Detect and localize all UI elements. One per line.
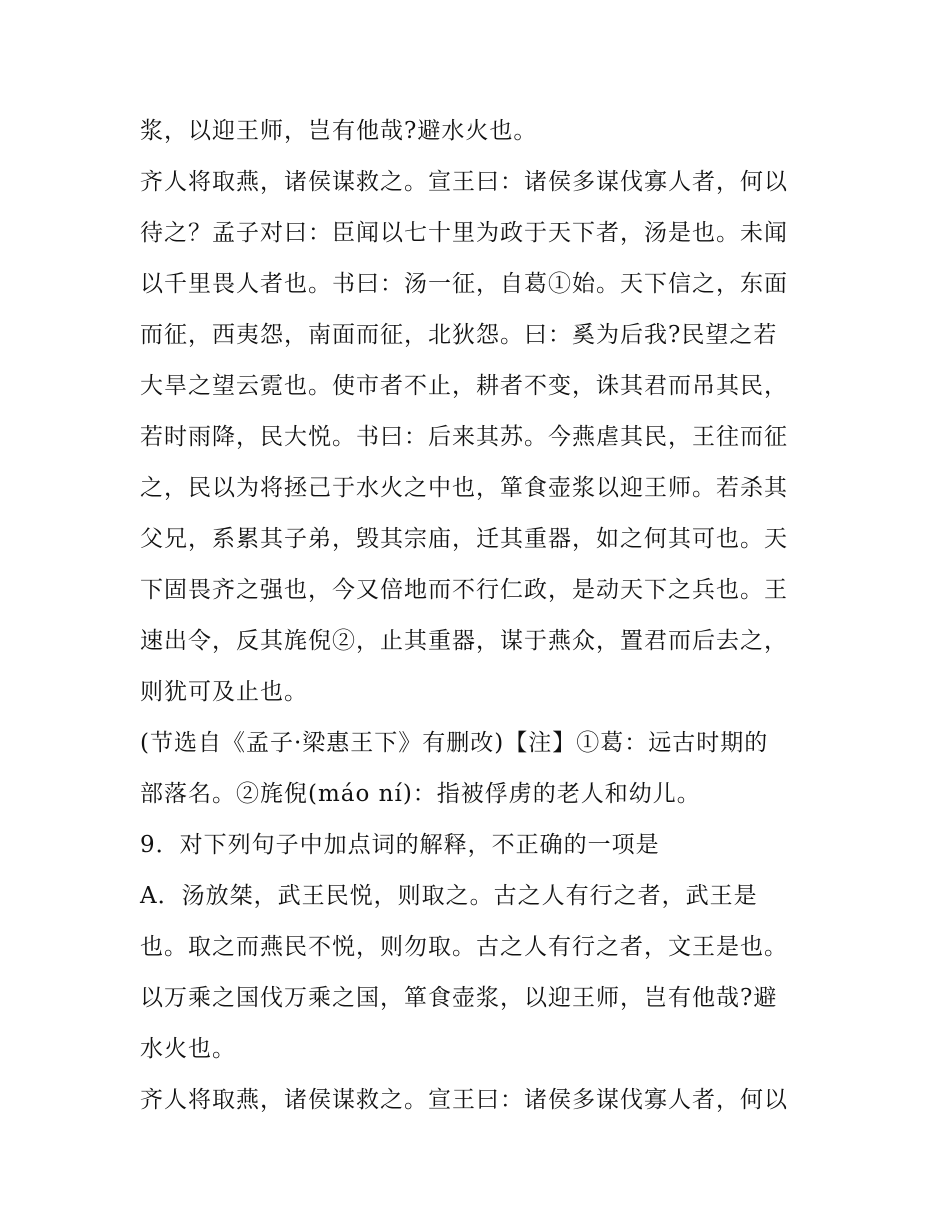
text-line: 以万乘之国伐万乘之国，箪食壶浆，以迎王师，岂有他哉?避 [140,985,778,1011]
text-line: 若时雨降，民大悦。书曰：后来其苏。今燕虐其民，王往而征 [140,424,788,450]
text-line: 父兄，系累其子弟，毁其宗庙，迁其重器，如之何其可也。天 [140,526,788,552]
option-a: A．汤放桀，武王民悦，则取之。古之人有行之者，武王是 [140,883,758,909]
source-note: (节选自《孟子·梁惠王下》有删改)【注】①葛：远古时期的 [140,730,769,756]
text-line: 则犹可及止也。 [140,679,308,705]
text-line: 水火也。 [140,1036,236,1062]
text-line: 下固畏齐之强也，今又倍地而不行仁政，是动天下之兵也。王 [140,577,788,603]
text-line: 而征，西夷怨，南面而征，北狄怨。曰：奚为后我?民望之若 [140,322,778,348]
text-line: 待之？孟子对曰：臣闻以七十里为政于天下者，汤是也。未闻 [140,220,788,246]
text-line: 之，民以为将拯己于水火之中也，箪食壶浆以迎王师。若杀其 [140,475,788,501]
text-line: 大旱之望云霓也。使市者不止，耕者不变，诛其君而吊其民， [140,373,788,399]
text-line: 齐人将取燕，诸侯谋救之。宣王曰：诸侯多谋伐寡人者，何以 [140,169,788,195]
document-body [140,106,830,1126]
text-line: 以千里畏人者也。书曰：汤一征，自葛①始。天下信之，东面 [140,271,788,297]
text-line: 齐人将取燕，诸侯谋救之。宣王曰：诸侯多谋伐寡人者，何以 [140,1087,788,1113]
text-line: 浆，以迎王师，岂有他哉?避水火也。 [140,118,538,144]
source-note: 部落名。②旄倪(máo ní)：指被俘虏的老人和幼儿。 [140,781,701,807]
text-line: 速出令，反其旄倪②，止其重器，谋于燕众，置君而后去之， [140,628,788,654]
question-stem: 9．对下列句子中加点词的解释，不正确的一项是 [140,832,660,858]
text-line: 也。取之而燕民不悦，则勿取。古之人有行之者，文王是也。 [140,934,788,960]
